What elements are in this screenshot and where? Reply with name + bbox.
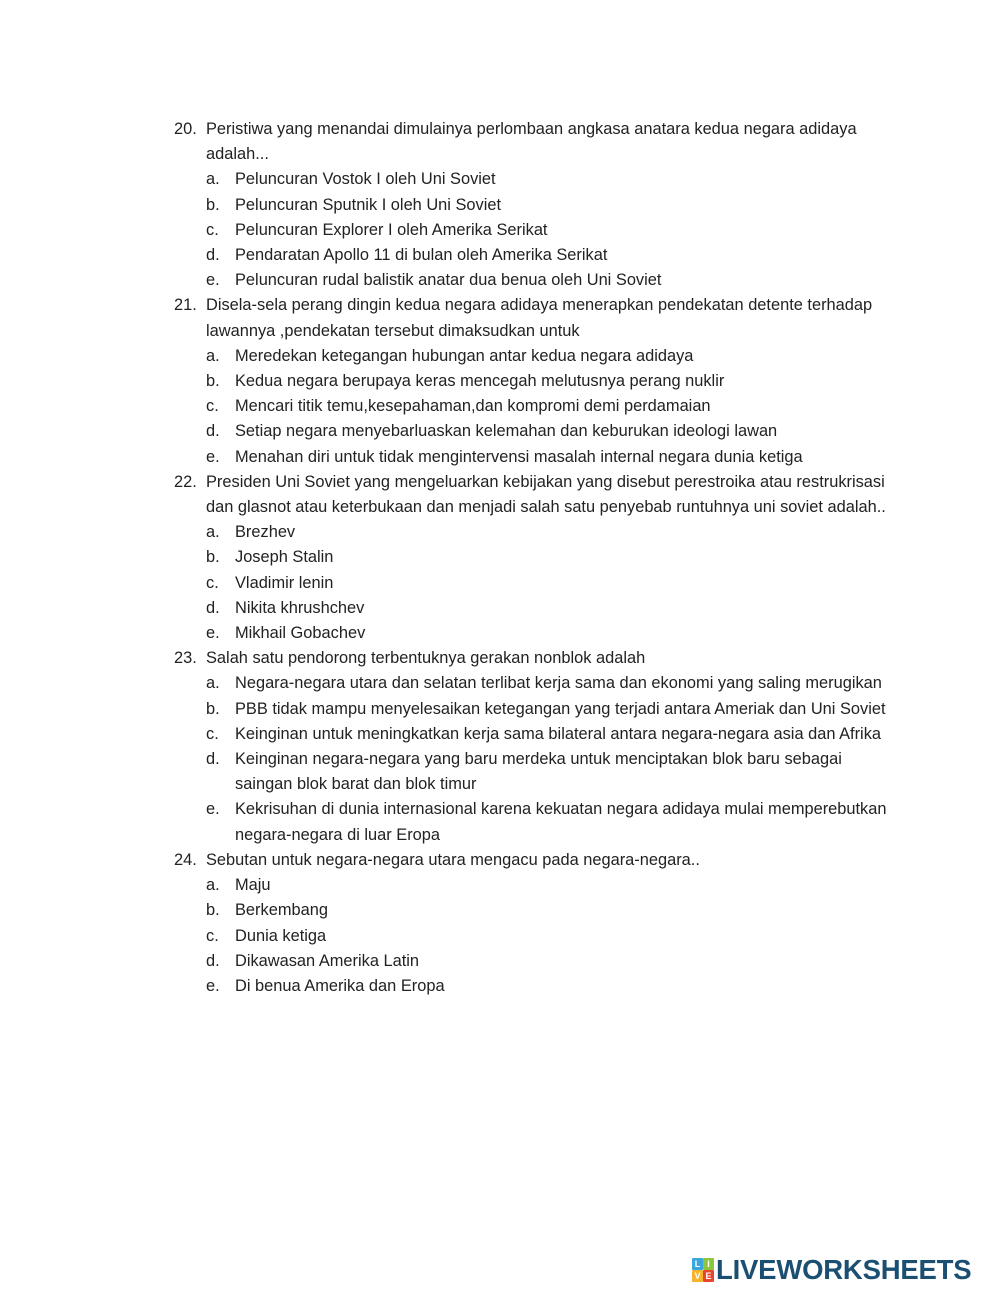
option-text: Menahan diri untuk tidak mengintervensi masalah internal negara dunia ketiga (235, 447, 803, 466)
question-text: Presiden Uni Soviet yang mengeluarkan kebijakan yang disebut perestroika atau restrukrisasi dan glasnot atau keterbukaan dan menjadi salah satu penyebab runtuhnya uni soviet adalah.. (206, 472, 886, 517)
answer-option (206, 697, 889, 722)
option-text: Di benua Amerika dan Eropa (235, 976, 445, 995)
option-letter: c. (206, 573, 219, 592)
option-letter: c. (206, 220, 219, 239)
option-text: Maju (235, 876, 271, 895)
option-letter: e. (206, 271, 220, 290)
question-text: Disela-sela perang dingin kedua negara adidaya menerapkan pendekatan detente terhadap lawannya ,pendekatan tersebut dimaksudkan untuk (206, 296, 873, 340)
answer-option (206, 167, 889, 192)
logo-letter-tile: I (703, 1258, 714, 1270)
option-letter: a. (206, 876, 220, 895)
option-text: Peluncuran Sputnik I oleh Uni Soviet (235, 195, 502, 214)
logo-letter-tile: L (692, 1258, 703, 1270)
answer-option (206, 243, 889, 268)
question-23 (174, 646, 889, 848)
question-number: 21. (174, 296, 197, 315)
option-text: Setiap negara menyebarluaskan kelemahan dan keburukan ideologi lawan (235, 422, 778, 441)
option-text: Brezhev (235, 523, 296, 542)
answer-option (206, 445, 889, 470)
option-letter: d. (206, 246, 220, 265)
option-text: Mencari titik temu,kesepahaman,dan kompromi demi perdamaian (235, 397, 711, 416)
answer-option (206, 419, 889, 444)
question-number: 23. (174, 649, 197, 668)
option-text: Dikawasan Amerika Latin (235, 951, 420, 970)
answer-option (206, 621, 889, 646)
question-22 (174, 470, 889, 646)
option-letter: e. (206, 624, 220, 643)
question-text: Salah satu pendorong terbentuknya gerakan nonblok adalah (206, 649, 646, 668)
logo-letter-tile: V (692, 1270, 703, 1282)
option-letter: a. (206, 523, 220, 542)
question-20 (174, 117, 889, 293)
option-text: Berkembang (235, 901, 328, 920)
option-text: Negara-negara utara dan selatan terlibat kerja sama dan ekonomi yang saling merugikan (235, 674, 882, 693)
option-letter: b. (206, 548, 220, 567)
option-letter: b. (206, 699, 220, 718)
option-text: Keinginan negara-negara yang baru merdeka untuk menciptakan blok baru sebagai saingan blok barat dan blok timur (235, 750, 842, 794)
option-text: Pendaratan Apollo 11 di bulan oleh Amerika Serikat (235, 246, 608, 265)
option-letter: e. (206, 447, 220, 466)
option-letter: b. (206, 901, 220, 920)
answer-option (206, 898, 889, 923)
answer-option (206, 974, 889, 999)
option-text: Dunia ketiga (235, 926, 327, 945)
question-text: Peristiwa yang menandai dimulainya perlombaan angkasa anatara kedua negara adidaya adalah... (206, 120, 857, 164)
option-text: Keinginan untuk meningkatkan kerja sama bilateral antara negara-negara asia dan Afrika (235, 724, 882, 743)
option-letter: e. (206, 800, 220, 819)
answer-option (206, 747, 889, 797)
option-letter: d. (206, 750, 220, 769)
option-letter: b. (206, 372, 220, 391)
answer-option (206, 571, 889, 596)
question-number: 24. (174, 850, 197, 869)
option-text: Nikita khrushchev (235, 598, 365, 617)
answer-option (206, 193, 889, 218)
answer-option (206, 394, 889, 419)
option-text: PBB tidak mampu menyelesaikan ketegangan yang terjadi antara Ameriak dan Uni Soviet (235, 699, 886, 718)
question-21 (174, 293, 889, 469)
option-letter: c. (206, 397, 219, 416)
liveworksheets-brand (692, 1252, 971, 1288)
logo-letter-tile: E (703, 1270, 714, 1282)
answer-option (206, 722, 889, 747)
option-text: Joseph Stalin (235, 548, 334, 567)
option-letter: d. (206, 422, 220, 441)
option-letter: e. (206, 976, 220, 995)
answer-option (206, 369, 889, 394)
answer-option (206, 545, 889, 570)
question-number: 20. (174, 120, 197, 138)
option-text: Peluncuran Explorer I oleh Amerika Serikat (235, 220, 548, 239)
answer-option (206, 268, 889, 293)
option-text: Kedua negara berupaya keras mencegah melutusnya perang nuklir (235, 372, 725, 391)
answer-option (206, 671, 889, 696)
answer-option (206, 924, 889, 949)
option-letter: c. (206, 724, 219, 743)
answer-option (206, 344, 889, 369)
question-24 (174, 848, 889, 999)
liveworksheets-logo-icon (692, 1258, 714, 1282)
option-letter: a. (206, 170, 220, 189)
question-number: 22. (174, 472, 197, 491)
option-text: Peluncuran rudal balistik anatar dua benua oleh Uni Soviet (235, 271, 662, 290)
answer-option (206, 218, 889, 243)
question-list (174, 117, 889, 999)
answer-option (206, 797, 889, 847)
brand-name: LIVEWORKSHEETS (716, 1254, 972, 1285)
option-text: Kekrisuhan di dunia internasional karena kekuatan negara adidaya mulai memperebutkan negara-negara di luar Eropa (235, 800, 887, 844)
question-text: Sebutan untuk negara-negara utara mengacu pada negara-negara.. (206, 850, 700, 869)
option-text: Meredekan ketegangan hubungan antar kedua negara adidaya (235, 346, 694, 365)
answer-option (206, 596, 889, 621)
option-letter: d. (206, 598, 220, 617)
option-text: Mikhail Gobachev (235, 624, 366, 643)
answer-option (206, 949, 889, 974)
answer-option (206, 873, 889, 898)
option-letter: a. (206, 346, 220, 365)
option-text: Vladimir lenin (235, 573, 334, 592)
option-letter: d. (206, 951, 220, 970)
option-letter: c. (206, 926, 219, 945)
option-letter: b. (206, 195, 220, 214)
answer-option (206, 520, 889, 545)
option-text: Peluncuran Vostok I oleh Uni Soviet (235, 170, 496, 189)
option-letter: a. (206, 674, 220, 693)
